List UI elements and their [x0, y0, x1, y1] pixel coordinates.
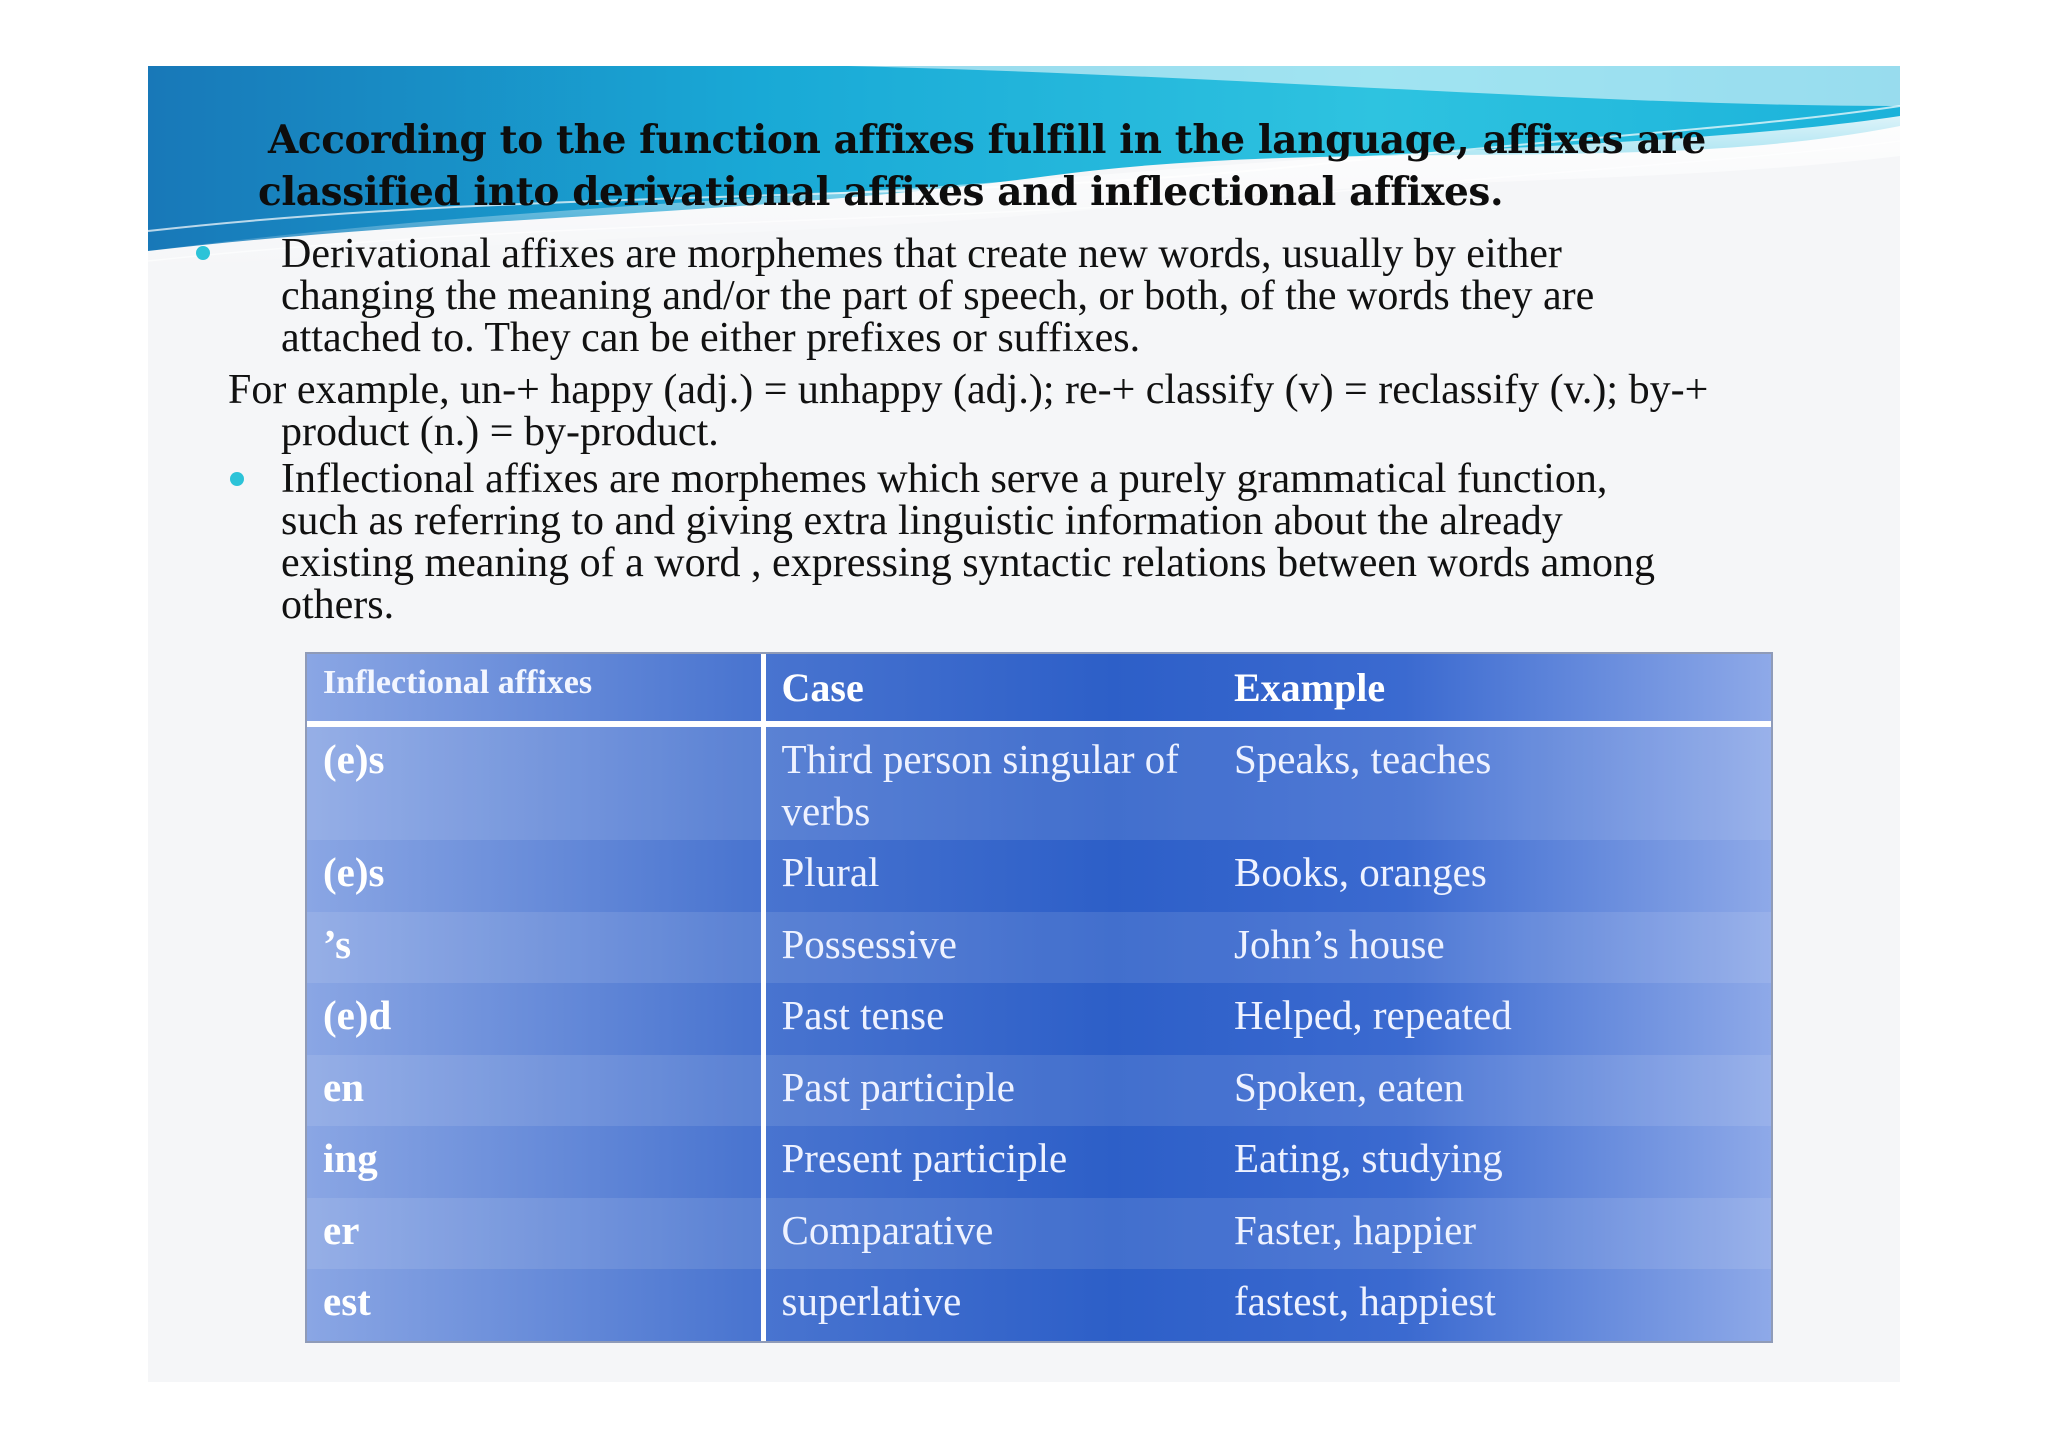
case-cell: Plural [781, 849, 880, 895]
table-row [307, 1055, 1771, 1127]
affix-cell: (e)s [307, 724, 763, 840]
table-row [307, 1198, 1771, 1270]
affix-cell: en [307, 1055, 763, 1127]
paragraph-example [228, 369, 1708, 453]
affixes-table [307, 654, 1771, 1341]
table-row [307, 912, 1771, 984]
example-cell: Speaks, teaches [1218, 724, 1771, 840]
case-cell: superlative [781, 1278, 962, 1324]
example-cell: Faster, happier [1218, 1198, 1771, 1270]
affix-cell: (e)d [307, 983, 763, 1055]
example-cell: Eating, studying [1234, 1135, 1503, 1181]
example-cell: fastest, happiest [1234, 1278, 1496, 1324]
paragraph-line: changing the meaning and/or the part of speech, or both, of the words they are [281, 273, 1595, 319]
paragraph-line: others. [281, 582, 395, 628]
bullet-dot-2 [230, 472, 244, 486]
case-cell: Comparative [763, 1198, 1218, 1270]
slide [148, 66, 1900, 1382]
example-cell: Spoken, eaten [1218, 1055, 1771, 1127]
example-cell: John’s house [1218, 912, 1771, 984]
table-row [307, 1269, 1771, 1341]
header-case: Case [763, 654, 1218, 724]
paragraph-line: For example, un-+ happy (adj.) = unhappy (adj.); re-+ classify (v) = reclassify (v.); by-+ [228, 367, 1709, 413]
paragraph-line: existing meaning of a word , expressing syntactic relations between words among [281, 540, 1655, 586]
bullet-dot-1 [196, 246, 210, 260]
table-row [307, 840, 1771, 912]
header-example: Example [1218, 654, 1771, 724]
paragraph-line: such as referring to and giving extra linguistic information about the already [281, 498, 1563, 544]
paragraph-line: Derivational affixes are morphemes that create new words, usually by either [281, 231, 1562, 277]
affix-cell: est [307, 1269, 763, 1341]
table-row [307, 724, 1771, 840]
affix-cell: ’s [307, 912, 763, 984]
header-inflectional-affixes: Inflectional affixes [307, 654, 763, 724]
affix-cell: ing [307, 1126, 763, 1198]
example-cell: Helped, repeated [1234, 992, 1512, 1038]
table-row [307, 1126, 1771, 1198]
slide-title [258, 114, 1758, 218]
case-cell: Third person singular of verbs [763, 724, 1218, 840]
title-line-2: classified into derivational affixes and inflectional affixes. [258, 169, 1504, 215]
paragraph-line: attached to. They can be either prefixes or suffixes. [281, 315, 1141, 361]
title-line-1: According to the function affixes fulfill in the language, affixes are [268, 117, 1706, 163]
table-header-row [307, 654, 1771, 724]
example-cell: Books, oranges [1234, 849, 1487, 895]
paragraph-line: Inflectional affixes are morphemes which serve a purely grammatical function, [281, 456, 1608, 502]
case-cell: Past tense [781, 992, 945, 1038]
paragraph-inflectional [281, 458, 1655, 626]
case-cell: Possessive [763, 912, 1218, 984]
affix-cell: er [307, 1198, 763, 1270]
paragraph-derivational [281, 233, 1594, 359]
case-cell: Past participle [763, 1055, 1218, 1127]
affix-cell: (e)s [307, 840, 763, 912]
case-cell: Present participle [781, 1135, 1068, 1181]
paragraph-line: product (n.) = by-product. [281, 409, 719, 455]
table-row [307, 983, 1771, 1055]
